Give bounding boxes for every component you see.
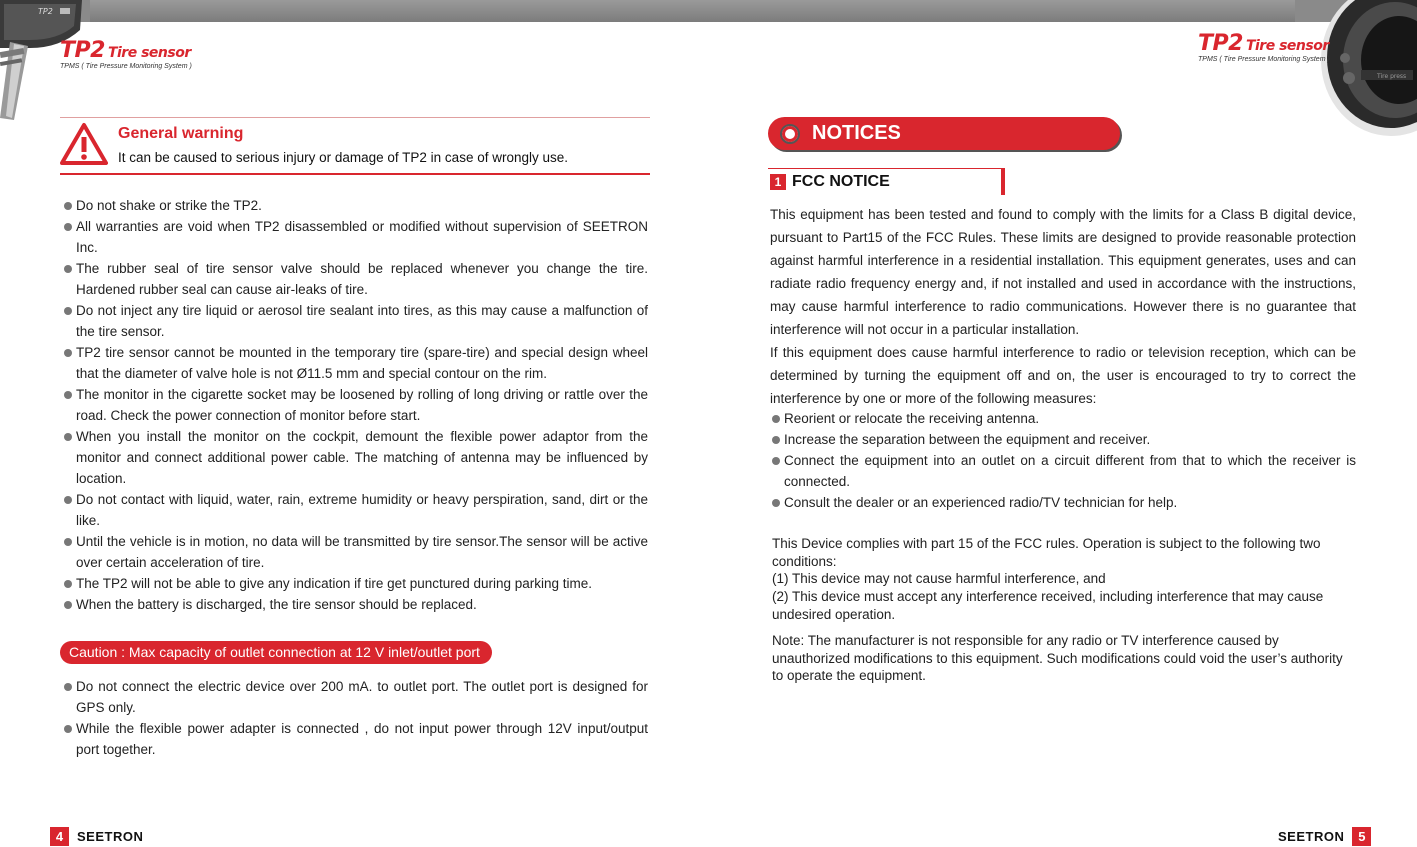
logo-tagline: TPMS ( Tire Pressure Monitoring System )	[60, 63, 192, 70]
list-item: Consult the dealer or an experienced radio/TV technician for help.	[770, 492, 1356, 513]
footer-brand: SEETRON	[1278, 829, 1345, 844]
footer-brand: SEETRON	[77, 829, 144, 844]
svg-text:Tire press: Tire press	[1377, 73, 1407, 80]
logo-main: TP2	[1198, 31, 1243, 56]
warning-triangle-icon	[60, 122, 108, 166]
brand-logo	[60, 40, 192, 70]
measures-list	[770, 408, 1356, 513]
list-item: Until the vehicle is in motion, no data will be transmitted by tire sensor.The sensor will be active over certain acceleration of tire.	[62, 531, 648, 573]
fcc-paragraph-2: If this equipment does cause harmful interference to radio or television reception, which can be determined by turning the equipment off and on, the user is encouraged to try to correct the interference by one or more of the following measures:	[770, 345, 1356, 406]
section-title: NOTICES	[812, 122, 901, 144]
left-footer	[50, 827, 143, 846]
general-warning-box	[60, 117, 650, 175]
fcc-notice-heading	[768, 168, 1005, 195]
list-item: TP2 tire sensor cannot be mounted in the temporary tire (spare-tire) and special design wheel that the diameter of valve hole is not Ø11.5 mm and special contour on the rim.	[62, 342, 648, 384]
logo-sub-brand: Tire sensor	[1245, 38, 1329, 54]
right-page	[708, 0, 1417, 847]
caution-label: Caution : Max capacity of outlet connection at 12 V inlet/outlet port	[60, 641, 492, 664]
list-item: The rubber seal of tire sensor valve should be replaced whenever you change the tire. Hardened rubber seal can cause air-leaks of tire.	[62, 258, 648, 300]
left-page	[0, 0, 708, 847]
list-item: Do not contact with liquid, water, rain, extreme humidity or heavy perspiration, sand, dirt or the like.	[62, 489, 648, 531]
subsection-number: 1	[770, 174, 786, 190]
compliance-condition-1: (1) This device may not cause harmful interference, and	[772, 571, 1106, 586]
tpms-monitor-image	[1295, 0, 1417, 150]
logo-tagline: TPMS ( Tire Pressure Monitoring System )	[1198, 56, 1330, 63]
list-item: Reorient or relocate the receiving antenna.	[770, 408, 1356, 429]
page-number: 4	[50, 827, 69, 846]
list-item: Do not inject any tire liquid or aerosol tire sealant into tires, as this may cause a malfunction of the tire sensor.	[62, 300, 648, 342]
warning-text: It can be caused to serious injury or damage of TP2 in case of wrongly use.	[118, 150, 568, 165]
compliance-condition-2: (2) This device must accept any interference received, including interference that may cause undesired operation.	[772, 589, 1324, 622]
list-item: Connect the equipment into an outlet on a circuit different from that to which the receiver is connected.	[770, 450, 1356, 492]
caution-list	[62, 676, 648, 760]
logo-sub-brand: Tire sensor	[107, 45, 191, 61]
svg-text:TP2: TP2	[38, 7, 53, 16]
notices-heading	[768, 117, 1120, 150]
list-item: All warranties are void when TP2 disassembled or modified without supervision of SEETRON Inc.	[62, 216, 648, 258]
warning-title: General warning	[118, 125, 244, 142]
list-item: Do not shake or strike the TP2.	[62, 195, 648, 216]
list-item: Do not connect the electric device over 200 mA. to outlet port. The outlet port is designed for GPS only.	[62, 676, 648, 718]
warning-list	[62, 195, 648, 615]
page-number: 5	[1352, 827, 1371, 846]
subsection-title: FCC NOTICE	[792, 173, 890, 190]
list-item: While the flexible power adapter is connected , do not input power through 12V input/output port together.	[62, 718, 648, 760]
right-footer	[1278, 827, 1371, 846]
manufacturer-note: Note: The manufacturer is not responsible for any radio or TV interference caused by unauthorized modifications to this equipment. Such modifications could void the user’s authority to operate the equipment.	[772, 633, 1343, 683]
list-item: When the battery is discharged, the tire sensor should be replaced.	[62, 594, 648, 615]
logo-main: TP2	[60, 38, 105, 63]
brand-logo	[1198, 33, 1330, 63]
list-item: Increase the separation between the equipment and receiver.	[770, 429, 1356, 450]
list-item: When you install the monitor on the cockpit, demount the flexible power adaptor from the monitor and connect additional power cable. The matching of antenna may be influenced by location.	[62, 426, 648, 489]
list-item: The TP2 will not be able to give any indication if tire get punctured during parking time.	[62, 573, 648, 594]
list-item: The monitor in the cigarette socket may be loosened by rolling of long driving or rattle over the road. Check the power connection of monitor before start.	[62, 384, 648, 426]
compliance-intro: This Device complies with part 15 of the FCC rules. Operation is subject to the following two conditions:	[772, 536, 1321, 569]
fcc-paragraph-1: This equipment has been tested and found to comply with the limits for a Class B digital device, pursuant to Part15 of the FCC Rules. These limits are designed to provide reasonable protection against harmful interference in a residential installation. This equipment generates, uses and can radiate radio frequency energy and, if not installed and used in accordance with the instructions, may cause harmful interference to radio communications. However there is no guarantee that interference will not occur in a particular installation.	[770, 207, 1356, 337]
bullet-circle-icon	[780, 124, 800, 144]
